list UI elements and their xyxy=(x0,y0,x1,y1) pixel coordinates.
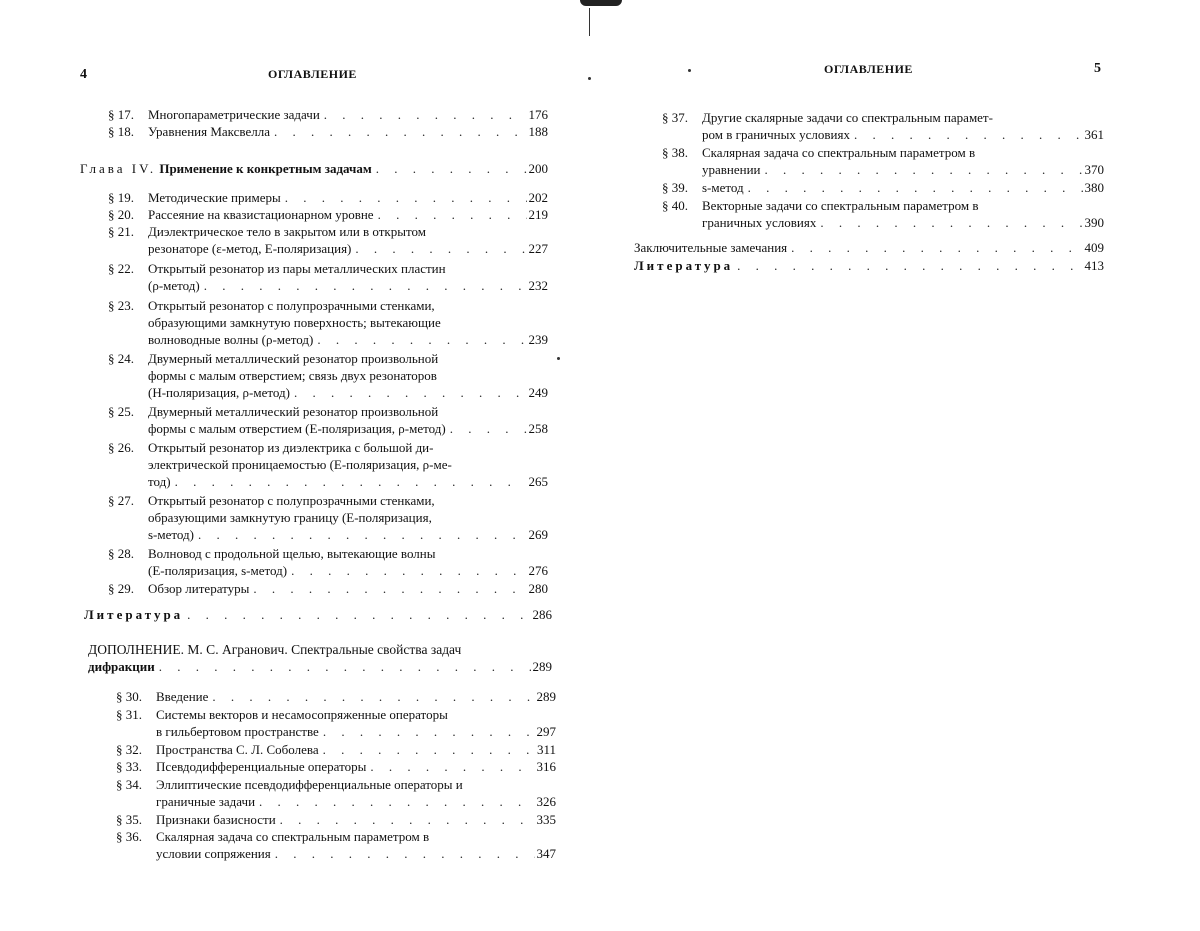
section-number: § 29. xyxy=(108,581,134,596)
entry-title: резонаторе (ε-метод, E-поляризация) xyxy=(148,241,352,256)
section-number: § 40. xyxy=(662,198,688,213)
entry-title: Уравнения Максвелла xyxy=(148,124,271,139)
scan-artifact xyxy=(589,8,590,36)
section-number: § 18. xyxy=(108,124,134,139)
page-ref: 390 xyxy=(1084,215,1104,230)
entry-title: условии сопряжения xyxy=(156,846,271,861)
section-number: § 32. xyxy=(116,742,142,757)
entry-title: Рассеяние на квазистационарном уровне xyxy=(148,207,374,222)
supplement-title: дифракции xyxy=(88,659,155,674)
page-ref: 297 xyxy=(536,724,556,739)
conclusion-title: Заключительные замечания xyxy=(634,240,788,255)
section-number: § 26. xyxy=(108,440,134,455)
entry-title: Обзор литературы xyxy=(148,581,250,596)
section-number: § 38. xyxy=(662,145,688,160)
page-number: 5 xyxy=(1094,61,1101,76)
entry-title: формы с малым отверстием (E-поляризация, ρ-метод) xyxy=(148,421,446,436)
page-ref: 289 xyxy=(536,689,556,704)
entry-title: волноводные волны (ρ-метод) xyxy=(148,332,314,347)
entry-title: s-метод) xyxy=(148,527,194,542)
entry-title-line: Другие скалярные задачи со спектральным парамет- xyxy=(702,110,993,125)
chapter-prefix: Глава IV. xyxy=(80,161,157,176)
section-number: § 27. xyxy=(108,493,134,508)
entry-title-line: Двумерный металлический резонатор произвольной xyxy=(148,404,439,419)
page-ref: 232 xyxy=(528,278,548,293)
section-number: § 25. xyxy=(108,404,134,419)
section-number: § 39. xyxy=(662,180,688,195)
entry-title: (E-поляризация, s-метод) xyxy=(148,563,288,578)
entry-title-line: образующими замкнутую границу (E-поляризация, xyxy=(148,510,432,525)
section-number: § 23. xyxy=(108,298,134,313)
page-ref: 413 xyxy=(1084,258,1104,273)
page-ref: 269 xyxy=(528,527,548,542)
page-header: ОГЛАВЛЕНИЕ xyxy=(824,62,913,76)
page-ref: 276 xyxy=(528,563,548,578)
entry-title-line: образующими замкнутую поверхность; вытекающие xyxy=(148,315,441,330)
page-header: ОГЛАВЛЕНИЕ xyxy=(268,67,357,81)
section-number: § 17. xyxy=(108,107,134,122)
section-number: § 28. xyxy=(108,546,134,561)
entry-title-line: формы с малым отверстием; связь двух резонаторов xyxy=(148,368,437,383)
page-ref: 249 xyxy=(528,385,548,400)
entry-title: s-метод xyxy=(702,180,744,195)
entry-title-line: Скалярная задача со спектральным параметром в xyxy=(702,145,976,160)
right-page xyxy=(600,0,1200,931)
entry-title-line: Системы векторов и несамосопряженные операторы xyxy=(156,707,448,722)
page-ref: 289 xyxy=(532,659,552,674)
entry-title: граничных условиях xyxy=(702,215,817,230)
section-number: § 35. xyxy=(116,812,142,827)
section-number: § 22. xyxy=(108,261,134,276)
literature-title: Литература xyxy=(634,258,734,273)
page-ref: 347 xyxy=(536,846,556,861)
section-number: § 31. xyxy=(116,707,142,722)
entry-title: Многопараметрические задачи xyxy=(148,107,320,122)
section-number: § 19. xyxy=(108,190,134,205)
entry-title: (ρ-метод) xyxy=(148,278,200,293)
literature-title: Литература xyxy=(84,607,184,622)
page-ref: 326 xyxy=(536,794,556,809)
page-ref: 361 xyxy=(1084,127,1104,142)
entry-title-line: Векторные задачи со спектральным параметром в xyxy=(702,198,979,213)
page-ref: 409 xyxy=(1084,240,1104,255)
entry-title: граничные задачи xyxy=(156,794,256,809)
section-number: § 30. xyxy=(116,689,142,704)
page-ref: 258 xyxy=(528,421,548,436)
section-number: § 33. xyxy=(116,759,142,774)
section-number: § 36. xyxy=(116,829,142,844)
section-number: § 24. xyxy=(108,351,134,366)
page-ref: 335 xyxy=(536,812,556,827)
page-ref: 380 xyxy=(1084,180,1104,195)
scan-speck xyxy=(557,357,560,360)
page-ref: 227 xyxy=(528,241,548,256)
entry-title: Методические примеры xyxy=(148,190,281,205)
entry-title: уравнении xyxy=(702,162,761,177)
section-number: § 37. xyxy=(662,110,688,125)
entry-title: (H-поляризация, ρ-метод) xyxy=(148,385,290,400)
entry-title: Признаки базисности xyxy=(156,812,276,827)
entry-title-line: Эллиптические псевдодифференциальные операторы и xyxy=(156,777,463,792)
page-ref: 370 xyxy=(1084,162,1104,177)
page-number: 4 xyxy=(80,67,87,82)
supplement-title-line: ДОПОЛНЕНИЕ. М. С. Агранович. Спектральные свойства задач xyxy=(88,642,462,657)
entry-title-line: Диэлектрическое тело в закрытом или в открытом xyxy=(148,224,426,239)
page-ref: 202 xyxy=(528,190,548,205)
page-ref: 286 xyxy=(532,607,552,622)
entry-title: Пространства С. Л. Соболева xyxy=(156,742,319,757)
section-number: § 20. xyxy=(108,207,134,222)
page-ref: 316 xyxy=(536,759,556,774)
entry-title: тод) xyxy=(148,474,171,489)
entry-title-line: электрической проницаемостью (E-поляризация, ρ-ме- xyxy=(148,457,452,472)
page-ref: 280 xyxy=(528,581,548,596)
entry-title-line: Двумерный металлический резонатор произвольной xyxy=(148,351,439,366)
scan-speck xyxy=(588,77,591,80)
entry-title: в гильбертовом пространстве xyxy=(156,724,319,739)
page-ref: 200 xyxy=(528,161,548,176)
page-ref: 265 xyxy=(528,474,548,489)
section-number: § 21. xyxy=(108,224,134,239)
page-ref: 311 xyxy=(536,742,556,757)
entry-title-line: Открытый резонатор из пары металлических пластин xyxy=(148,261,446,276)
entry-title-line: Скалярная задача со спектральным параметром в xyxy=(156,829,430,844)
entry-title: ром в граничных условиях xyxy=(702,127,850,142)
page-ref: 188 xyxy=(528,124,548,139)
entry-title-line: Открытый резонатор с полупрозрачными стенками, xyxy=(148,298,435,313)
entry-title-line: Открытый резонатор из диэлектрика с большой ди- xyxy=(148,440,434,455)
page-ref: 239 xyxy=(528,332,548,347)
entry-title-line: Волновод с продольной щелью, вытекающие волны xyxy=(148,546,436,561)
entry-title-line: Открытый резонатор с полупрозрачными стенками, xyxy=(148,493,435,508)
page-ref: 176 xyxy=(528,107,548,122)
entry-title: Псевдодифференциальные операторы xyxy=(156,759,367,774)
page-ref: 219 xyxy=(528,207,548,222)
section-number: § 34. xyxy=(116,777,142,792)
entry-title: Введение xyxy=(156,689,209,704)
chapter-title: Применение к конкретным задачам xyxy=(159,161,372,176)
